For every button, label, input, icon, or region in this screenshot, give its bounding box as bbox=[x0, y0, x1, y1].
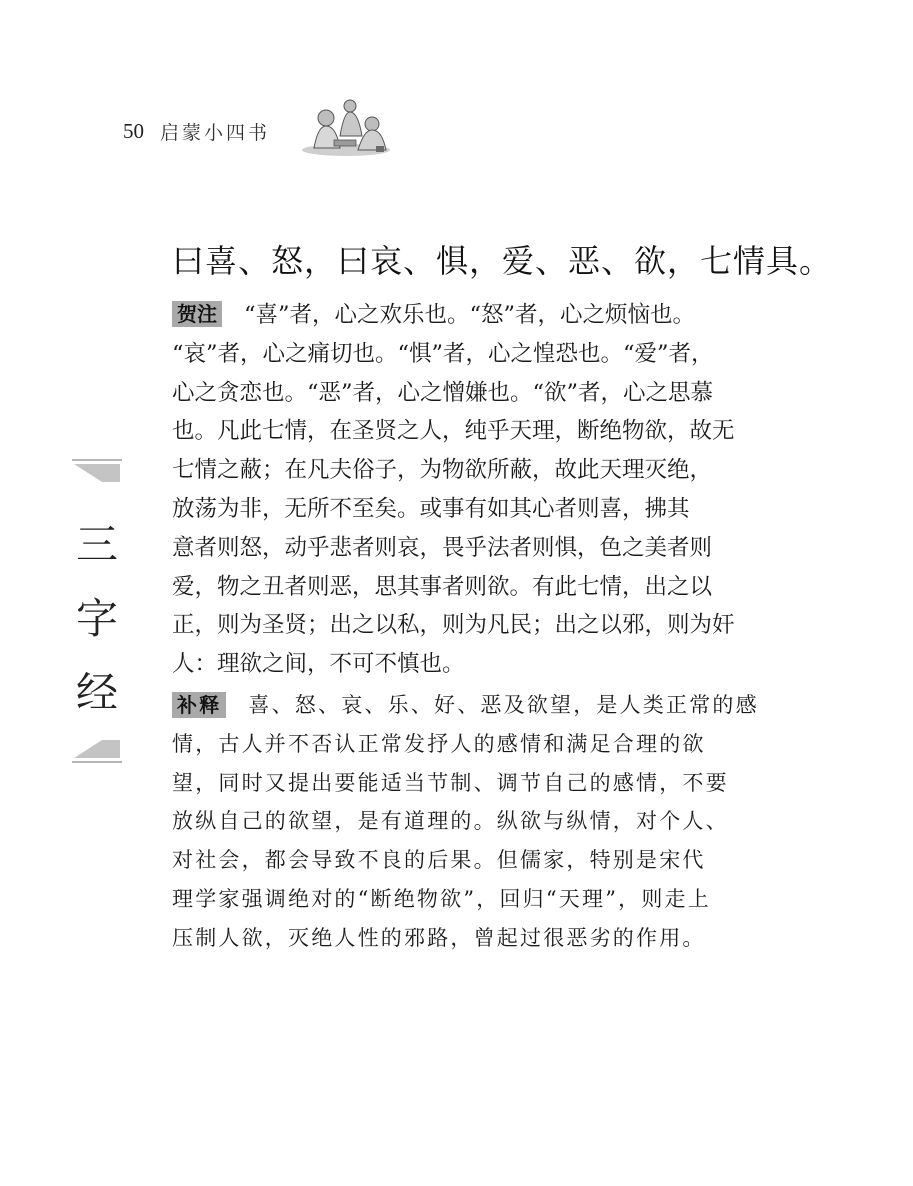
annotation-line: 正，则为圣贤；出之以私，则为凡民；出之以邪，则为奸 bbox=[172, 612, 735, 639]
supplement-paragraph bbox=[172, 686, 759, 958]
annotation-label: 贺注 bbox=[172, 301, 222, 327]
supplement-line: 压制人欲，灭绝人性的邪路，曾起过很恶劣的作用。 bbox=[172, 925, 706, 950]
annotation-line: 七情之蔽；在凡夫俗子，为物欲所蔽，故此天理灭绝， bbox=[172, 457, 713, 484]
supplement-line: 对社会，都会导致不良的后果。但儒家，特别是宋代 bbox=[172, 848, 706, 873]
annotation-line-text: “喜”者，心之欢乐也。“怒”者，心之烦恼也。 bbox=[244, 302, 696, 328]
annotation-line: 爱，物之丑者则恶，思其事者则欲。有此七情，出之以 bbox=[172, 573, 713, 600]
verse-heading: 曰喜、怒，曰哀、惧，爱、恶、欲，七情具。 bbox=[172, 242, 833, 280]
annotation-line: 人：理欲之间，不可不慎也。 bbox=[172, 651, 465, 678]
annotation-paragraph bbox=[172, 296, 752, 684]
annotation-line: 放荡为非，无所不至矣。或事有如其心者则喜，拂其 bbox=[172, 495, 690, 522]
side-title bbox=[72, 508, 122, 730]
page-number: 50 bbox=[123, 119, 144, 143]
annotation-line: “哀”者，心之痛切也。“惧”者，心之惶恐也。“爱”者， bbox=[172, 340, 714, 367]
annotation-line: 也。凡此七情，在圣贤之人，纯乎天理，断绝物欲，故无 bbox=[172, 418, 735, 445]
supplement-line: 放纵自己的欲望，是有道理的。纵欲与纵情，对个人、 bbox=[172, 809, 729, 834]
book-title: 启蒙小四书 bbox=[160, 122, 271, 144]
page-header bbox=[123, 118, 270, 145]
side-title-char: 三 bbox=[75, 520, 118, 569]
supplement-line: 情，古人并不否认正常发抒人的感情和满足合理的欲 bbox=[172, 731, 706, 756]
supplement-label: 补释 bbox=[172, 692, 226, 718]
scholars-illustration bbox=[298, 96, 394, 158]
annotation-line: 心之贪恋也。“恶”者，心之憎嫌也。“欲”者，心之思慕 bbox=[172, 379, 714, 406]
side-bracket-top bbox=[72, 458, 122, 484]
side-title-char: 字 bbox=[75, 594, 118, 643]
supplement-line: 理学家强调绝对的“断绝物欲”，回归“天理”，则走上 bbox=[172, 886, 711, 911]
side-title-char: 经 bbox=[75, 668, 118, 717]
annotation-line bbox=[172, 296, 752, 335]
side-bracket-bottom bbox=[72, 738, 122, 764]
supplement-line-text: 喜、怒、哀、乐、好、恶及欲望，是人类正常的感 bbox=[248, 693, 759, 717]
supplement-line bbox=[172, 686, 759, 725]
supplement-line: 望，同时又提出要能适当节制、调节自己的感情，不要 bbox=[172, 770, 729, 795]
annotation-line: 意者则怒，动乎悲者则哀，畏乎法者则惧，色之美者则 bbox=[172, 534, 713, 561]
